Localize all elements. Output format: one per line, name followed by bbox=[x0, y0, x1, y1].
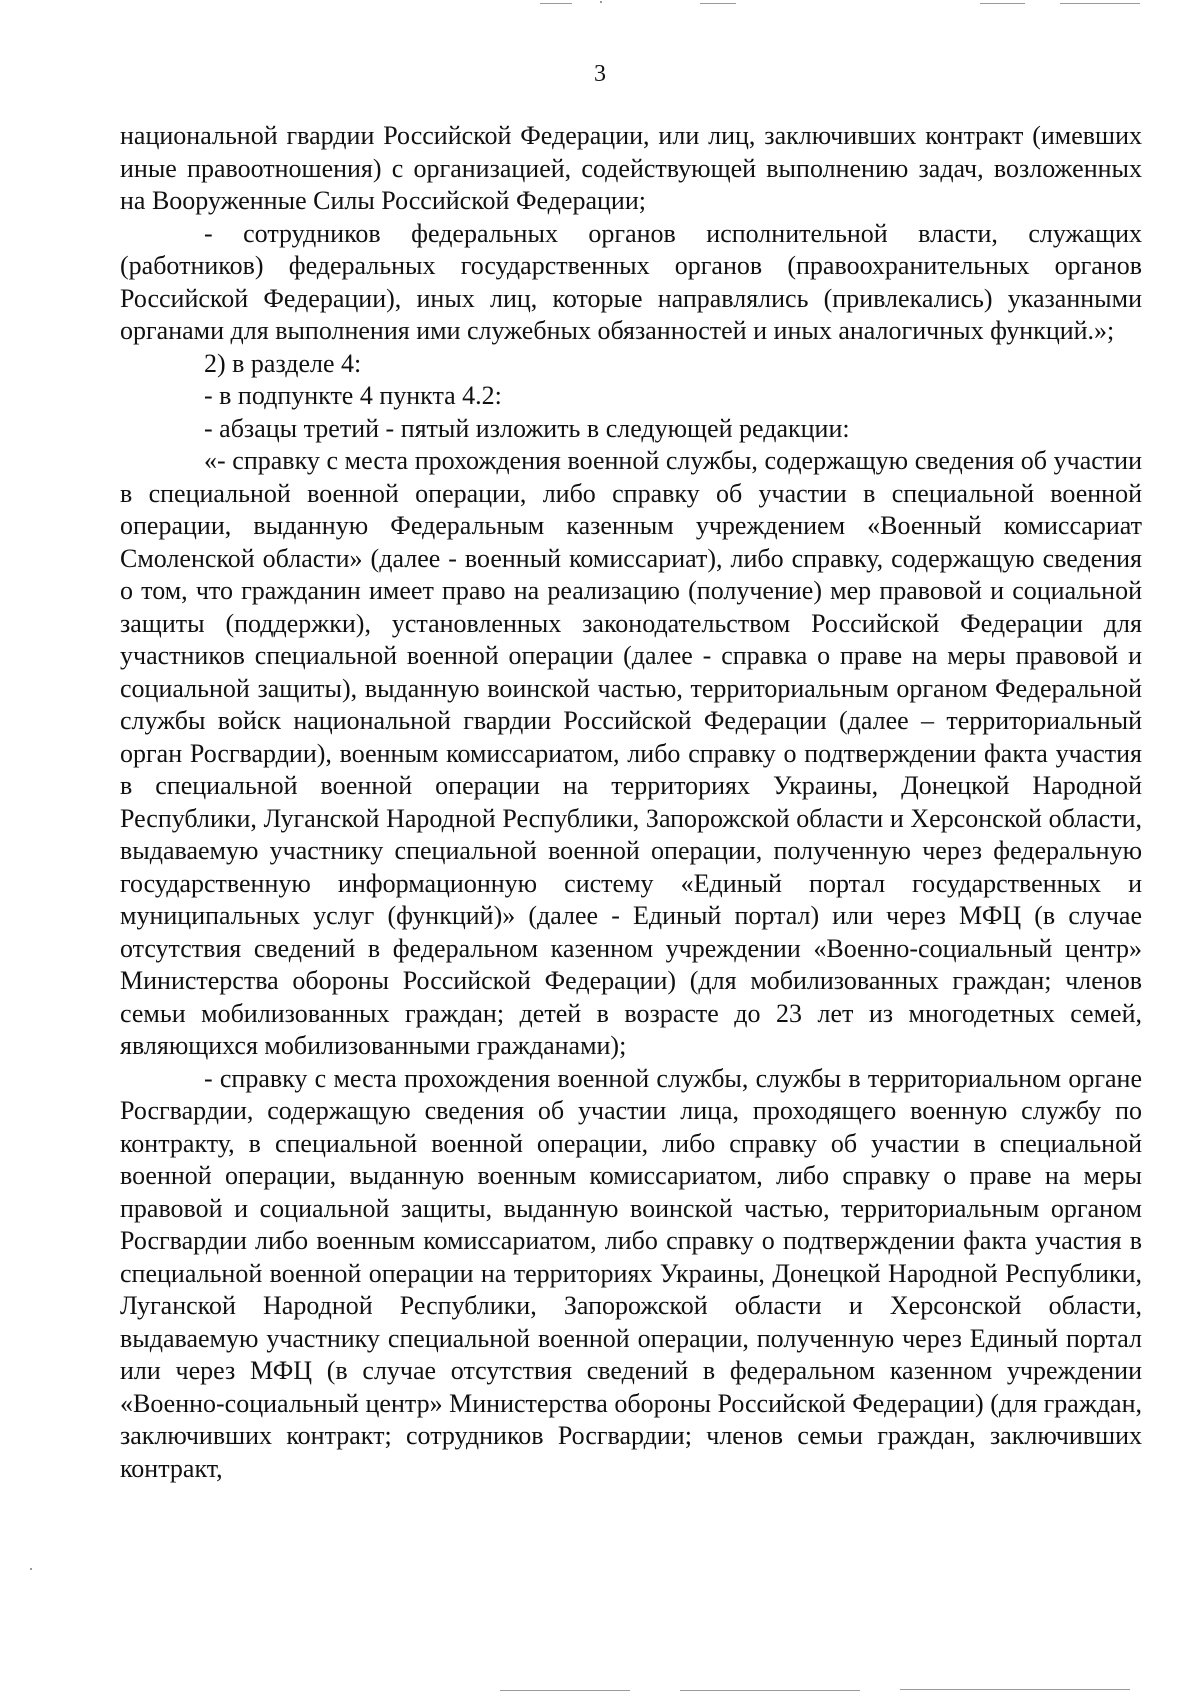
scan-artifact-top-dot bbox=[600, 1, 602, 3]
page-number: 3 bbox=[594, 61, 606, 87]
paragraph-7: - справку с места прохождения военной службы, службы в территориальном органе Росгвардии, содержащую сведения об участии лица, проходящего военную службу по контракту, в специальной военной операции, либо справку об участии в специальной военной операции, выданную военным комиссариатом, либо справку о праве на меры правовой и социальной защиты, выданную воинской частью, территориальным органом Росгвардии либо военным комиссариатом, либо справку о подтверждении факта участия в специальной военной операции на территориях Украины, Донецкой Народной Республики, Луганской Народной Республики, Запорожской области и Херсонской области, выдаваемую участнику специальной военной операции, полученную через Единый портал или через МФЦ (в случае отсутствия сведений в федеральном казенном учреждении «Военно-социальный центр» Министерства обороны Российской Федерации) (для граждан, заключивших контракт; сотрудников Росгвардии; членов семьи граждан, заключивших контракт, bbox=[120, 1063, 1142, 1483]
paragraph-5: - абзацы третий - пятый изложить в следующей редакции: bbox=[204, 413, 850, 443]
paragraph-6: «- справку с места прохождения военной службы, содержащую сведения об участии в специальной военной операции, либо справку об участии в специальной военной операции, выданную Федеральным казенным учреждением «Военный комиссариат Смоленской области» (далее - военный комиссариат), либо справку, содержащую сведения о том, что гражданин имеет право на реализацию (получение) мер правовой и социальной защиты (поддержки), установленных законодательством Российской Федерации для участников специальной военной операции (далее - справка о праве на меры правовой и социальной защиты), выданную воинской частью, территориальным органом Федеральной службы войск национальной гвардии Российской Федерации (далее – территориальный орган Росгвардии), военным комиссариатом, либо справку о подтверждении факта участия в специальной военной операции на территориях Украины, Донецкой Народной Республики, Луганской Народной Республики, Запорожской области и Херсонской области, выдаваемую участнику специальной военной операции, полученную через федеральную государственную информационную систему «Единый портал государственных и муниципальных услуг (функций)» (далее - Единый портал) или через МФЦ (в случае отсутствия сведений в федеральном казенном учреждении «Военно-социальный центр» Министерства обороны Российской Федерации) (для мобилизованных граждан; членов семьи мобилизованных граждан; детей в возрасте до 23 лет из многодетных семей, являющихся мобилизованными гражданами); bbox=[120, 446, 1142, 1060]
paragraph-4: - в подпункте 4 пункта 4.2: bbox=[204, 381, 502, 410]
scan-artifact-top-2 bbox=[700, 3, 736, 4]
scan-artifact-bottom-2 bbox=[680, 1690, 860, 1691]
document-body bbox=[120, 120, 1142, 1485]
scan-artifact-margin-dot bbox=[30, 1568, 32, 1570]
scan-artifact-top-3 bbox=[980, 3, 1025, 4]
scan-artifact-bottom-3 bbox=[900, 1689, 1130, 1690]
scan-artifact-top-4 bbox=[1060, 3, 1140, 4]
scan-artifact-top-1 bbox=[540, 3, 572, 4]
paragraph-1: национальной гвардии Российской Федерации, или лиц, заключивших контракт (имевших иные правоотношения) с организацией, содействующей выполнению задач, возложенных на Вооруженные Силы Российской Федерации; bbox=[120, 121, 1142, 215]
scan-artifact-bottom-1 bbox=[500, 1690, 630, 1691]
paragraph-3: 2) в разделе 4: bbox=[204, 348, 362, 378]
paragraph-2: - сотрудников федеральных органов исполнительной власти, служащих (работников) федеральных государственных органов (правоохранительных органов Российской Федерации), иных лиц, которые направлялись (привлекались) указанными органами для выполнения ими служебных обязанностей и иных аналогичных функций.»; bbox=[120, 218, 1142, 345]
